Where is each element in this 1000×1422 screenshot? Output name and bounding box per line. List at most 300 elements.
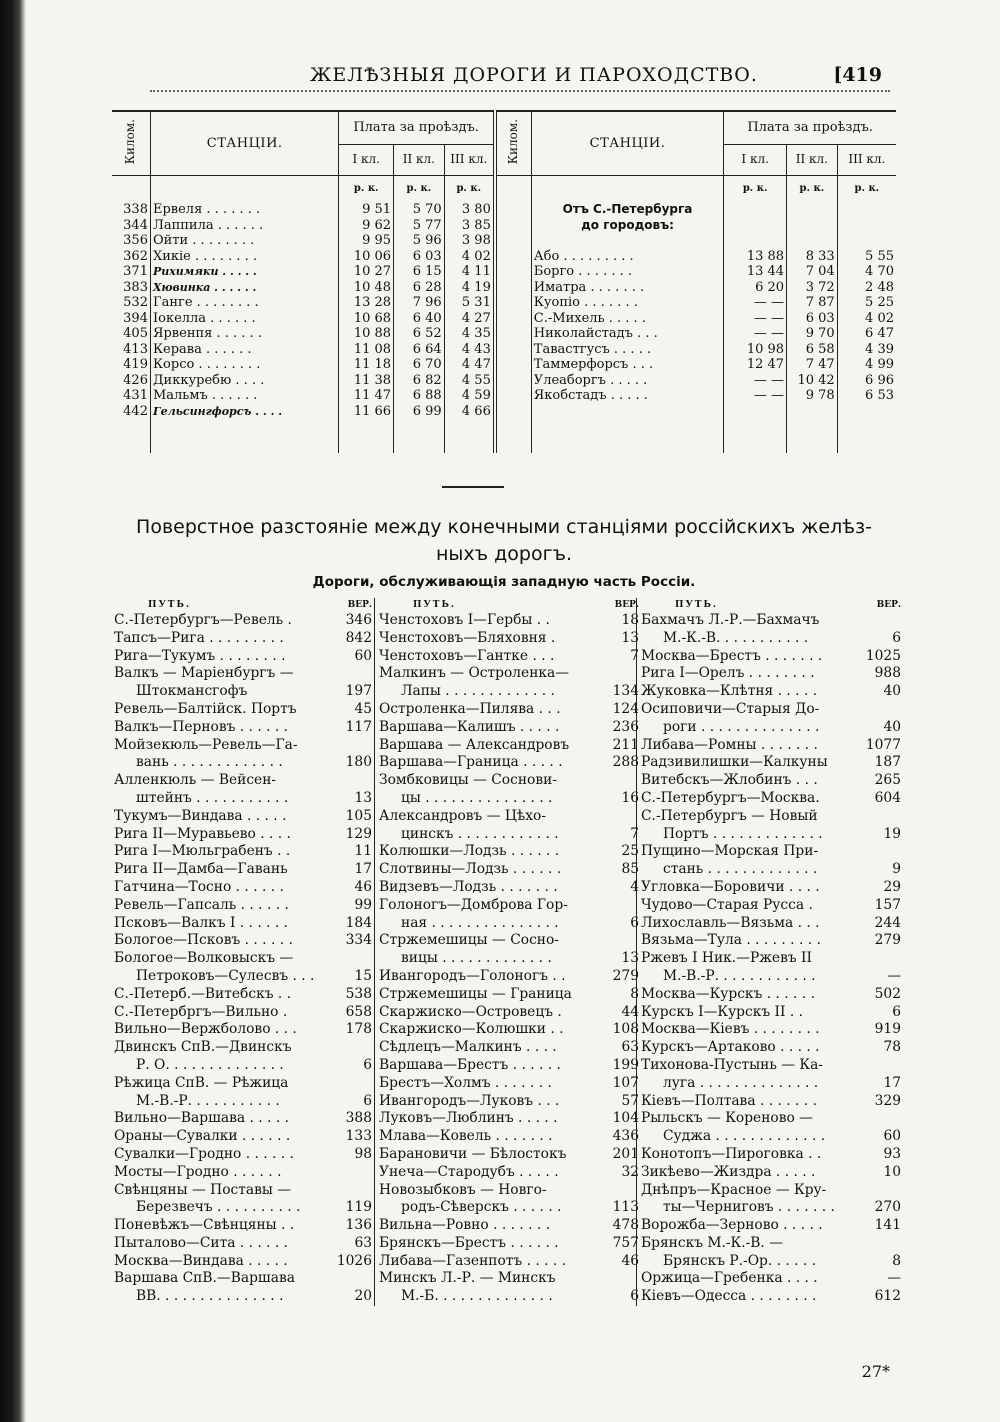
route-name: Ивангородъ—Голоногъ . . xyxy=(379,967,566,984)
km-value-right xyxy=(495,342,531,358)
fare-class-3: 4 02 xyxy=(444,249,495,265)
unit-label: р. к. xyxy=(787,176,838,203)
fare-class-1-right: 13 44 xyxy=(724,264,787,280)
route-row xyxy=(114,1057,374,1075)
route-name: Бахмачъ Л.-Р.—Бахмачъ xyxy=(641,612,820,628)
fare-class-1-right: 10 98 xyxy=(724,342,787,358)
verst-value xyxy=(863,950,903,968)
route-row xyxy=(641,737,903,755)
route-name: Тапсъ—Рига . . . . . . . . . xyxy=(114,629,284,646)
verst-value: — xyxy=(887,967,901,984)
fare-class-2-right: 10 42 xyxy=(787,373,838,389)
fare-header: Плата за проѣздъ. xyxy=(339,111,495,145)
route-row xyxy=(114,630,374,648)
verst-value xyxy=(334,772,374,790)
fare-class-1: 10 68 xyxy=(339,311,394,327)
km-value: 413 xyxy=(123,341,148,357)
route-name: Вильна—Ровно . . . . . . . xyxy=(379,1217,551,1234)
route-row xyxy=(114,1021,374,1039)
fare-class-2-right: 7 04 xyxy=(787,264,838,280)
verst-value: 40 xyxy=(883,683,901,700)
route-name: вицы . . . . . . . . . . . . . xyxy=(401,950,552,967)
verst-value: 1077 xyxy=(865,736,901,753)
route-row xyxy=(641,790,903,808)
route-row xyxy=(114,737,374,755)
verst-value: 197 xyxy=(345,683,372,700)
station-name: Ярвенпя . . . . . . xyxy=(150,326,338,342)
route-row xyxy=(379,1057,641,1075)
verst-value: 842 xyxy=(345,629,372,646)
verst-value: 13 xyxy=(354,789,372,806)
verst-value xyxy=(863,1182,903,1200)
route-row xyxy=(379,897,641,915)
class-3-header-right: III кл. xyxy=(837,145,896,176)
route-row xyxy=(641,843,903,861)
fare-class-1: 9 95 xyxy=(339,233,394,249)
fare-class-3: 5 31 xyxy=(444,295,495,311)
km-value-right xyxy=(495,404,531,420)
fare-class-1: 11 47 xyxy=(339,388,394,404)
fare-class-2: 7 96 xyxy=(394,295,445,311)
km-value-right xyxy=(495,202,531,218)
fare-class-1: 9 51 xyxy=(339,202,394,218)
route-row xyxy=(114,808,374,826)
station-name: Гельсингфорсъ . . . . xyxy=(150,404,338,420)
fare-class-1-right: — — xyxy=(724,295,787,311)
route-name: Мосты—Гродно . . . . . . xyxy=(114,1163,282,1180)
verst-value xyxy=(863,701,903,719)
route-name: М.-Б. . . . . . . . . . . . . . xyxy=(401,1288,553,1305)
station-name: Мальмъ . . . . . . xyxy=(150,388,338,404)
route-row xyxy=(641,1199,903,1217)
km-value: 356 xyxy=(123,233,148,248)
route-row xyxy=(114,612,374,630)
route-row xyxy=(641,1039,903,1057)
fare-class-3-right xyxy=(837,404,896,420)
class-2-header: II кл. xyxy=(394,145,445,176)
fare-class-3: 3 98 xyxy=(444,233,495,249)
route-name: цинскъ . . . . . . . . . . . . xyxy=(401,825,559,842)
route-row xyxy=(114,772,374,790)
route-name: Курскъ—Артаково . . . . . xyxy=(641,1039,820,1056)
fare-class-2-right: 7 87 xyxy=(787,295,838,311)
route-row xyxy=(379,665,641,683)
route-row xyxy=(114,719,374,737)
destination-heading: Отъ С.-Петербурга xyxy=(531,202,723,218)
route-name: Березвечъ . . . . . . . . . . xyxy=(136,1199,301,1216)
route-name: М.-В.-Р. . . . . . . . . . . xyxy=(136,1092,280,1109)
fare-row xyxy=(112,388,896,404)
route-row xyxy=(379,683,641,701)
fare-header-right: Плата за проѣздъ. xyxy=(724,111,896,145)
verst-value xyxy=(601,932,641,950)
route-header: ПУТЬ. xyxy=(148,600,192,610)
route-name: ная . . . . . . . . . . . . . . . xyxy=(401,914,559,931)
fare-class-3-right xyxy=(837,233,896,249)
route-name: Рига II—Муравьево . . . . xyxy=(114,825,291,842)
route-name: Вильно—Варшава . . . . . xyxy=(114,1110,290,1127)
fare-table-bottom xyxy=(112,419,896,453)
route-row xyxy=(379,790,641,808)
route-row xyxy=(641,879,903,897)
route-row xyxy=(641,772,903,790)
verst-header: ВЕР. xyxy=(876,600,901,610)
verst-value: 1026 xyxy=(336,1252,372,1269)
fare-class-1: 10 06 xyxy=(339,249,394,265)
verst-value: 4 xyxy=(630,878,639,895)
km-value-right xyxy=(495,280,531,296)
fare-class-2: 6 03 xyxy=(394,249,445,265)
unit-label: р. к. xyxy=(837,176,896,203)
verst-value: 236 xyxy=(612,718,639,735)
route-row xyxy=(379,612,641,630)
route-row xyxy=(641,915,903,933)
route-name: Кіевъ—Полтава . . . . . . . xyxy=(641,1092,817,1109)
destination-heading: до городовъ: xyxy=(531,218,723,234)
verst-value: 11 xyxy=(354,843,372,860)
verst-value xyxy=(601,1270,641,1288)
route-row xyxy=(641,1004,903,1022)
fare-class-3-right: 2 48 xyxy=(837,280,896,296)
verst-value: 57 xyxy=(621,1092,639,1109)
verst-value xyxy=(601,772,641,790)
fare-class-1-right xyxy=(724,233,787,249)
route-row xyxy=(379,754,641,772)
fare-class-2: 6 15 xyxy=(394,264,445,280)
route-name: Кіевъ—Одесса . . . . . . . . xyxy=(641,1288,817,1305)
stations-header-right: СТАНЦІИ. xyxy=(531,111,723,176)
verst-value: 612 xyxy=(874,1288,901,1305)
route-name: Александровъ — Цѣхо- xyxy=(379,807,546,824)
verst-value: 7 xyxy=(630,825,639,842)
fare-class-1-right: — — xyxy=(724,388,787,404)
route-row xyxy=(114,879,374,897)
fare-class-3: 4 55 xyxy=(444,373,495,389)
verst-value xyxy=(601,808,641,826)
fare-class-3-right: 4 70 xyxy=(837,264,896,280)
verst-value: 919 xyxy=(874,1021,901,1038)
route-row xyxy=(641,1075,903,1093)
fare-class-2: 6 64 xyxy=(394,342,445,358)
route-row xyxy=(641,648,903,666)
fare-class-1: 11 08 xyxy=(339,342,394,358)
verst-value: 538 xyxy=(345,985,372,1002)
verst-value: 20 xyxy=(354,1288,372,1305)
route-name: Ворожба—Зерново . . . . . xyxy=(641,1217,823,1234)
route-row xyxy=(641,1146,903,1164)
verst-value: 63 xyxy=(621,1039,639,1056)
verst-value: 78 xyxy=(883,1039,901,1056)
fare-class-3-right: 5 25 xyxy=(837,295,896,311)
route-row xyxy=(114,790,374,808)
route-name: Либава—Ромны . . . . . . . xyxy=(641,736,818,753)
route-row xyxy=(641,968,903,986)
km-value-right xyxy=(495,233,531,249)
km-value: 338 xyxy=(123,202,148,217)
fare-class-1: 13 28 xyxy=(339,295,394,311)
fare-class-2-right xyxy=(787,404,838,420)
fare-class-3-right: 6 53 xyxy=(837,388,896,404)
verst-value: 134 xyxy=(612,683,639,700)
fare-row xyxy=(112,280,896,296)
verst-value: 99 xyxy=(354,896,372,913)
route-name: Барановичи — Бѣлостокъ xyxy=(379,1145,567,1162)
route-row xyxy=(114,1164,374,1182)
verst-value: 7 xyxy=(630,647,639,664)
verst-value: 279 xyxy=(874,932,901,949)
km-value: 344 xyxy=(123,217,148,233)
route-name: Рига II—Дамба—Гавань xyxy=(114,861,288,878)
verst-value xyxy=(863,808,903,826)
verst-value xyxy=(334,665,374,683)
route-name: Тихонова-Пустынь — Ка- xyxy=(641,1056,823,1073)
route-name: Мойзекюль—Ревель—Га- xyxy=(114,736,298,753)
route-row xyxy=(114,897,374,915)
route-name: Оржица—Гребенка . . . . xyxy=(641,1270,818,1287)
verst-value: 98 xyxy=(354,1145,372,1162)
route-row xyxy=(114,1270,374,1288)
route-name: Суджа . . . . . . . . . . . . . xyxy=(663,1128,826,1145)
route-row xyxy=(641,630,903,648)
route-row xyxy=(379,879,641,897)
verst-value: 119 xyxy=(345,1199,372,1216)
verst-value xyxy=(601,897,641,915)
fare-row xyxy=(112,357,896,373)
route-row xyxy=(641,719,903,737)
fare-class-3: 4 43 xyxy=(444,342,495,358)
route-row xyxy=(641,1164,903,1182)
class-1-header-right: I кл. xyxy=(724,145,787,176)
book-binding-shadow xyxy=(0,0,26,1422)
route-row xyxy=(114,665,374,683)
km-value-right xyxy=(495,388,531,404)
fare-class-1-right xyxy=(724,202,787,218)
route-row xyxy=(641,932,903,950)
route-name: Рига I—Орелъ . . . . . . . . xyxy=(641,665,815,682)
verst-value: 15 xyxy=(354,967,372,984)
blank-cell xyxy=(531,404,723,420)
verst-value: 17 xyxy=(883,1074,901,1091)
fare-class-2: 5 70 xyxy=(394,202,445,218)
route-name: Петроковъ—Сулесвъ . . . xyxy=(136,967,315,984)
header-rule xyxy=(150,90,890,96)
fare-class-3: 4 59 xyxy=(444,388,495,404)
route-name: Рига—Тукумъ . . . . . . . . xyxy=(114,647,286,664)
verst-value: 18 xyxy=(621,612,639,628)
km-value: 371 xyxy=(123,264,148,279)
km-value: 383 xyxy=(123,279,148,295)
fare-class-2: 6 40 xyxy=(394,311,445,327)
route-name: Варшава—Калишъ . . . . . xyxy=(379,718,560,735)
route-name: Лапы . . . . . . . . . . . . . xyxy=(401,683,555,700)
route-name: Скаржиско—Колюшки . . xyxy=(379,1021,564,1038)
verst-value: 124 xyxy=(612,700,639,717)
route-name: Лихославль—Вязьма . . . xyxy=(641,914,820,931)
route-name: Варшава—Граница . . . . . xyxy=(379,754,563,771)
verst-value xyxy=(601,1182,641,1200)
route-name: роги . . . . . . . . . . . . . . xyxy=(663,718,820,735)
km-value-right xyxy=(495,218,531,234)
km-value: 431 xyxy=(123,388,148,403)
verst-header: ВЕР. xyxy=(614,600,639,610)
verst-value: 32 xyxy=(621,1163,639,1180)
route-row xyxy=(379,1039,641,1057)
route-name: Сувалки—Гродно . . . . . . xyxy=(114,1145,294,1162)
station-name: Ойти . . . . . . . . xyxy=(150,233,338,249)
route-name: М.-К.-В. . . . . . . . . . . xyxy=(663,629,809,646)
route-name: Унеча—Стародубъ . . . . . xyxy=(379,1163,559,1180)
route-row xyxy=(641,1057,903,1075)
fare-class-2-right: 6 03 xyxy=(787,311,838,327)
route-header: ПУТЬ. xyxy=(675,600,719,610)
km-value-right xyxy=(495,373,531,389)
route-row xyxy=(379,1075,641,1093)
route-row xyxy=(379,1182,641,1200)
fare-class-3-right xyxy=(837,218,896,234)
verst-value: 201 xyxy=(612,1145,639,1162)
route-name: Портъ . . . . . . . . . . . . . xyxy=(663,825,823,842)
fare-class-3-right xyxy=(837,202,896,218)
route-name: Двинскъ СпВ.—Двинскъ xyxy=(114,1039,292,1056)
route-row xyxy=(641,1182,903,1200)
verst-value: 10 xyxy=(883,1163,901,1180)
route-row xyxy=(641,950,903,968)
route-row xyxy=(379,843,641,861)
fare-class-2: 6 99 xyxy=(394,404,445,420)
route-row xyxy=(641,1253,903,1271)
route-name: Вязьма—Тула . . . . . . . . . xyxy=(641,932,821,949)
route-row xyxy=(114,1110,374,1128)
fare-class-1-right: — — xyxy=(724,326,787,342)
fare-class-2-right xyxy=(787,202,838,218)
fare-class-2-right xyxy=(787,233,838,249)
verst-value xyxy=(863,1057,903,1075)
verst-value: 436 xyxy=(612,1128,639,1145)
fare-class-3-right: 4 39 xyxy=(837,342,896,358)
route-name: Свѣнцяны — Поставы — xyxy=(114,1181,292,1198)
route-name: Бологое—Волковыскъ — xyxy=(114,950,294,967)
route-name: цы . . . . . . . . . . . . . . . xyxy=(401,789,553,806)
destination-name: Якобстадъ . . . . . xyxy=(531,388,723,404)
route-name: Днѣпръ—Красное — Кру- xyxy=(641,1181,827,1198)
verst-value xyxy=(863,843,903,861)
fare-class-2: 5 96 xyxy=(394,233,445,249)
section-divider xyxy=(442,486,504,488)
route-name: Угловка—Боровичи . . . . xyxy=(641,878,820,895)
station-name: Хикіе . . . . . . . . xyxy=(150,249,338,265)
verst-value: 6 xyxy=(630,1288,639,1305)
km-value-right xyxy=(495,357,531,373)
route-row xyxy=(114,1146,374,1164)
route-name: Сѣдлецъ—Малкинъ . . . . xyxy=(379,1039,557,1056)
verst-value: 265 xyxy=(874,772,901,789)
route-name: Стржемешицы — Граница xyxy=(379,985,572,1002)
route-name: Рыльскъ — Кореново — xyxy=(641,1110,813,1127)
fare-class-2-right: 9 78 xyxy=(787,388,838,404)
route-name: Ржевъ I Ник.—Ржевъ II xyxy=(641,950,812,967)
fare-class-2-right: 8 33 xyxy=(787,249,838,265)
route-row xyxy=(379,1146,641,1164)
verst-value: 6 xyxy=(892,1003,901,1020)
station-name: Корсо . . . . . . . . xyxy=(150,357,338,373)
route-row xyxy=(114,648,374,666)
distance-column-2 xyxy=(374,598,641,1306)
blank-cell xyxy=(531,233,723,249)
route-row xyxy=(641,683,903,701)
distance-table xyxy=(379,598,641,1306)
route-row xyxy=(379,1270,641,1288)
section-subtitle: Дороги, обслуживающія западную часть Россіи. xyxy=(312,574,696,590)
verst-value: 136 xyxy=(345,1217,372,1234)
route-name: Москва—Виндава . . . . . xyxy=(114,1252,288,1269)
verst-value: 187 xyxy=(874,754,901,771)
route-name: Ченстоховъ—Гантке . . . xyxy=(379,647,555,664)
route-name: Ревель—Гапсаль . . . . . . xyxy=(114,896,289,913)
route-row xyxy=(379,1288,641,1306)
unit-label: р. к. xyxy=(444,176,495,203)
route-name: Ченстоховъ—Бляховня . xyxy=(379,629,556,646)
fare-row xyxy=(112,311,896,327)
route-row xyxy=(114,1253,374,1271)
route-name: Пыталово—Сита . . . . . . xyxy=(114,1234,289,1251)
destination-name: Улеаборгъ . . . . . xyxy=(531,373,723,389)
route-row xyxy=(379,915,641,933)
route-name: Псковъ—Валкъ I . . . . . . xyxy=(114,914,289,931)
fare-class-1-right: 12 47 xyxy=(724,357,787,373)
route-row xyxy=(379,701,641,719)
route-row xyxy=(641,897,903,915)
route-row xyxy=(379,1093,641,1111)
fare-row xyxy=(112,233,896,249)
route-row xyxy=(114,915,374,933)
distance-table xyxy=(641,598,903,1306)
route-name: Млава—Ковель . . . . . . . xyxy=(379,1128,553,1145)
route-row xyxy=(114,826,374,844)
verst-value: 25 xyxy=(621,843,639,860)
route-name: Брянскъ Р.-Ор. . . . . . xyxy=(663,1252,817,1269)
route-row xyxy=(379,808,641,826)
route-row xyxy=(379,772,641,790)
route-row xyxy=(641,861,903,879)
fare-class-3: 3 85 xyxy=(444,218,495,234)
verst-value: 388 xyxy=(345,1110,372,1127)
page-number: [419 xyxy=(833,64,882,86)
verst-value: 178 xyxy=(345,1021,372,1038)
route-row xyxy=(379,648,641,666)
route-row xyxy=(114,1288,374,1306)
destination-name: Куопіо . . . . . . . xyxy=(531,295,723,311)
verst-value: 288 xyxy=(612,754,639,771)
verst-value: 6 xyxy=(363,1092,372,1109)
fare-class-3-right: 6 47 xyxy=(837,326,896,342)
page-header xyxy=(150,64,890,94)
route-name: луга . . . . . . . . . . . . . . xyxy=(663,1074,819,1091)
fare-class-2: 5 77 xyxy=(394,218,445,234)
verst-value: 46 xyxy=(354,878,372,895)
route-row xyxy=(641,665,903,683)
verst-value: 46 xyxy=(621,1252,639,1269)
route-name: Слотвины—Лодзь . . . . . . xyxy=(379,861,562,878)
verst-value: 104 xyxy=(612,1110,639,1127)
destination-name: Николайстадъ . . . xyxy=(531,326,723,342)
class-2-header-right: II кл. xyxy=(787,145,838,176)
fare-row xyxy=(112,218,896,234)
fare-class-1-right: — — xyxy=(724,373,787,389)
verst-value xyxy=(863,1110,903,1128)
fare-row xyxy=(112,404,896,420)
route-name: Бологое—Псковъ . . . . . . xyxy=(114,932,293,949)
route-row xyxy=(114,1039,374,1057)
